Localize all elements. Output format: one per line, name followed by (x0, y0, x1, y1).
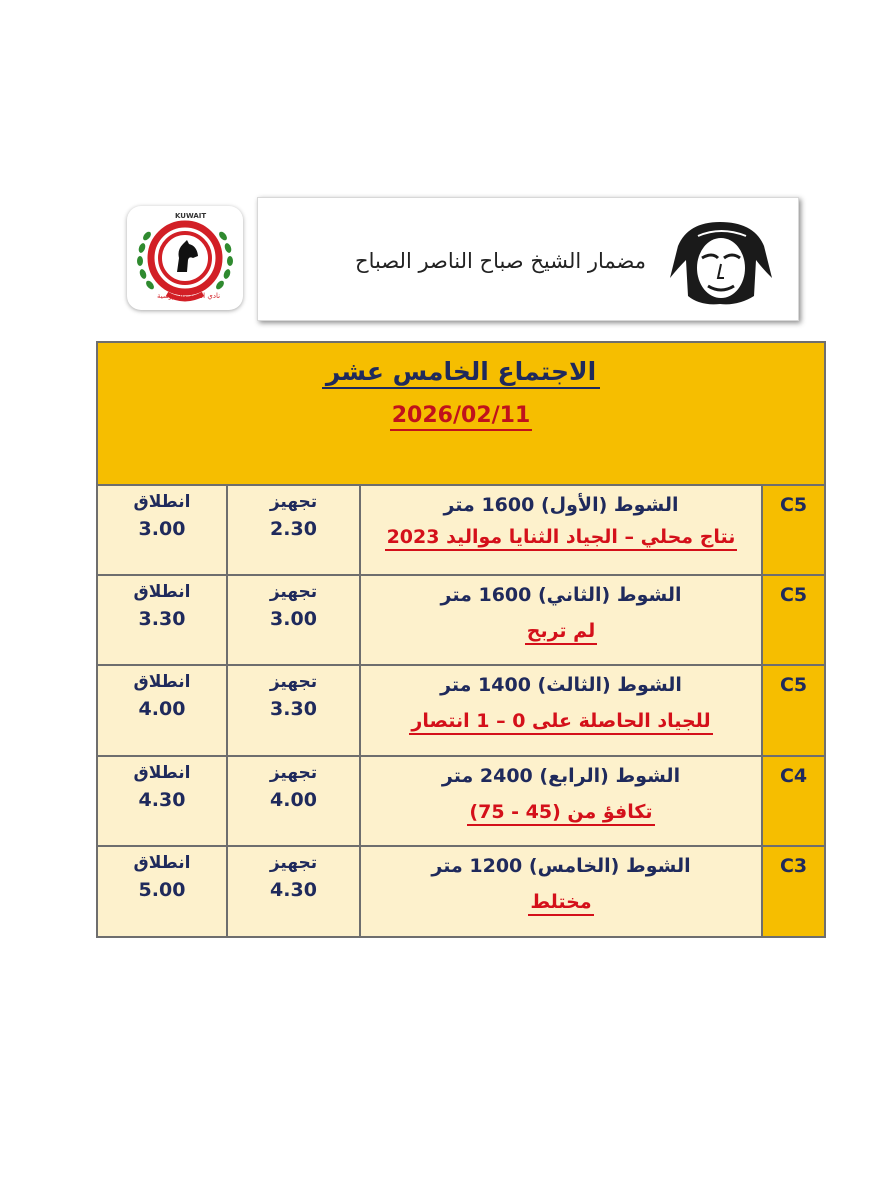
race-name: الشوط (الأول) 1600 متر (443, 493, 679, 516)
race-class: C5 (779, 583, 808, 606)
meeting-title: الاجتماع الخامس عشر (322, 357, 600, 389)
race-name: الشوط (الخامس) 1200 متر (431, 855, 691, 878)
race-condition: مختلط (528, 891, 593, 916)
prep-cell (227, 846, 360, 937)
start-cell (97, 756, 227, 846)
class-cell (762, 756, 825, 846)
table-row (97, 575, 825, 665)
logo-text-top: KUWAIT (175, 212, 207, 220)
club-logo (127, 206, 243, 310)
race-class: C5 (779, 674, 808, 697)
prep-time: 3.00 (270, 607, 317, 630)
start-cell (97, 665, 227, 755)
start-label: انطلاق (133, 853, 191, 874)
race-cell (360, 665, 762, 755)
meeting-date: 2026/02/11 (390, 403, 533, 431)
race-cell (360, 485, 762, 575)
class-cell (762, 846, 825, 937)
table-row (97, 665, 825, 755)
prep-label: تجهيز (269, 491, 318, 512)
table-row (97, 846, 825, 937)
start-time: 4.00 (138, 698, 186, 721)
race-condition: نتاج محلي – الجياد الثنايا مواليد 2023 (385, 526, 738, 551)
prep-time: 4.00 (270, 788, 317, 811)
race-condition: تكافؤ من (45 - 75) (467, 801, 654, 826)
start-time: 3.00 (138, 517, 186, 540)
table-row (97, 756, 825, 846)
race-condition: لم تربح (525, 620, 597, 645)
start-label: انطلاق (133, 762, 191, 783)
race-schedule-table (96, 341, 826, 938)
race-name: الشوط (الرابع) 2400 متر (441, 764, 681, 787)
race-condition: للجياد الحاصلة على 0 – 1 انتصار (409, 710, 712, 735)
race-class: C4 (779, 764, 808, 787)
race-name: الشوط (الثالث) 1400 متر (440, 674, 682, 697)
class-cell (762, 665, 825, 755)
start-time: 4.30 (138, 788, 186, 811)
prep-cell (227, 665, 360, 755)
logo-text-bottom: نادي الصيد والفروسية (157, 292, 221, 300)
start-cell (97, 575, 227, 665)
class-cell (762, 575, 825, 665)
start-time: 5.00 (138, 879, 186, 902)
start-cell (97, 846, 227, 937)
start-cell (97, 485, 227, 575)
prep-label: تجهيز (269, 581, 318, 602)
race-cell (360, 756, 762, 846)
portrait-icon (668, 216, 774, 306)
prep-label: تجهيز (269, 762, 318, 783)
prep-time: 2.30 (270, 517, 317, 540)
meeting-header (97, 342, 825, 485)
race-name: الشوط (الثاني) 1600 متر (440, 583, 682, 606)
header-banner (257, 197, 799, 321)
portrait-image (668, 216, 774, 306)
prep-label: تجهيز (269, 853, 318, 874)
prep-time: 3.30 (270, 698, 317, 721)
prep-time: 4.30 (270, 879, 317, 902)
prep-cell (227, 756, 360, 846)
start-time: 3.30 (138, 607, 186, 630)
start-label: انطلاق (133, 581, 191, 602)
prep-cell (227, 575, 360, 665)
race-cell (360, 846, 762, 937)
race-cell (360, 575, 762, 665)
race-class: C3 (779, 855, 808, 878)
start-label: انطلاق (133, 491, 191, 512)
prep-cell (227, 485, 360, 575)
table-row (97, 485, 825, 575)
track-title: مضمار الشيخ صباح الناصر الصباح (355, 249, 646, 273)
prep-label: تجهيز (269, 672, 318, 693)
class-cell (762, 485, 825, 575)
start-label: انطلاق (133, 672, 191, 693)
race-class: C5 (779, 493, 808, 516)
